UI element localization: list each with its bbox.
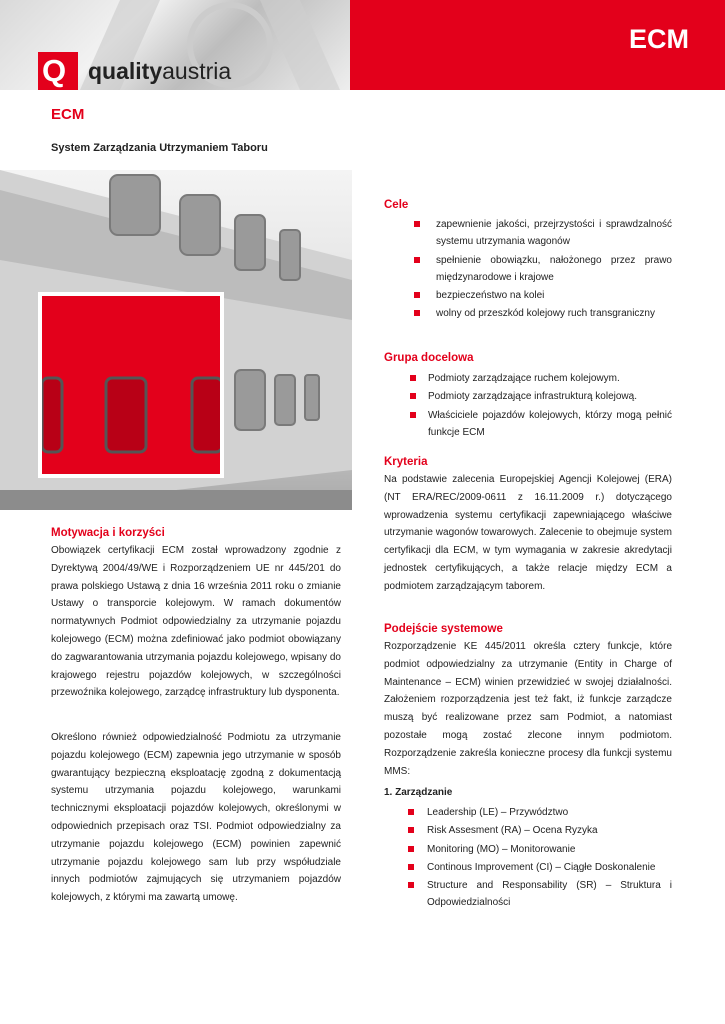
red-accent-square [42,296,220,474]
bullet-icon [414,221,420,227]
list-item [414,287,672,304]
list-item [408,804,672,821]
motywacja-paragraph-2: Określono również odpowiedzialność Podmiotu za utrzymanie pojazdu kolejowego (ECM) zapewnia jego utrzymanie w sposób gwarantujący bezpieczną eksploatację zgodną z dokumentacją systemu utrzymania pojazdu kolejowego, warunkami technicznymi eksploatacji pojazdów kolejowych, określonymi w odpowiednich przepisach oraz TSI. Podmiot odpowiedzialny za utrzymanie pojazdu kolejowego (ECM) powinien zapewnić utrzymanie pojazdu kolejowego sam lub przy współudziale innych podmiotów zajmujących się utrzymaniem pojazdów kolejowych, z którymi ma zawartą umowę. [51,732,341,904]
list-item-text: Continous Improvement (CI) – Ciągłe Doskonalenie [427,861,656,873]
bullet-icon [408,827,414,833]
subheading-zarzadzanie: 1. Zarządzanie [384,787,453,798]
bullet-icon [414,257,420,263]
section-heading-grupa: Grupa docelowa [384,352,474,364]
logo-wordmark [88,58,231,85]
podejscie-paragraph: Rozporządzenie KE 445/2011 określa cztery funkcje, które podmiot odpowiedzialny za utrzymanie (Entity in Charge of Maintenance – ECM) winien przewidzieć w swojej działalności. Założeniem rozporządzenia jest też fakt, iż funkcje zarządcze muszą być realizowane przez sam Podmiot, a natomiast pozostałe mogą zostać zlecone innym podmiotom. Rozporządzenie zakreśla konieczne procesy dla funkcji systemu MMS: [384,641,672,777]
list-item [414,305,672,322]
kryteria-paragraph: Na podstawie zalecenia Europejskiej Agencji Kolejowej (ERA) (NT ERA/REC/2009-0611 z 16.11.2009 r.) dotyczącego wprowadzenia systemu certyfikacji zapewniającego właściwe utrzymanie wagonów towarowych. Zalecenie to obejmuje system certyfikacji dla ECM, w tym wymagania w zakresie akredytacji jednostek certyfikujących, a także relacje między ECM a podmiotem zarządzającym taborem. [384,474,672,592]
bullet-icon [410,375,416,381]
page-title: ECM [51,106,85,123]
list-item [408,822,672,839]
page-subtitle: System Zarządzania Utrzymaniem Taboru [51,142,268,154]
list-item-text: zapewnienie jakości, przejrzystości i sprawdzalność systemu utrzymania wagonów [436,219,672,248]
list-item-text: Leadership (LE) – Przywództwo [427,807,569,818]
motywacja-paragraph-1: Obowiązek certyfikacji ECM został wprowadzony zgodnie z Dyrektywą 2004/49/WE i Rozporządzeniem UE nr 445/201 do prawa polskiego Ustawą z dnia 16 września 2011 roku o zmianie Ustawy o transporcie kolejowym. W ramach dokumentów normatywnych Podmiot odpowiedzialny za utrzymanie pojazdu kolejowego (ECM) można zdefiniować jako podmiot obowiązany do zagwarantowania utrzymania pojazdu kolejowego, wpisany do krajowego rejestru pojazdów kolejowych, w szczególności przewoźnika kolejowego, zarządcę infrastruktury lub dysponenta. [51,545,341,699]
grupa-list [410,370,672,442]
logo-letter: Q [42,53,67,88]
bullet-icon [408,882,414,888]
logo-wordmark-regular: austria [162,58,232,84]
train-photo [0,170,352,510]
list-item [408,841,672,858]
bullet-icon [410,393,416,399]
train-window-graphic [42,296,220,474]
logo-wordmark-bold: quality [88,58,163,84]
header-title: ECM [629,24,689,54]
bullet-icon [408,846,414,852]
header-banner [350,0,725,90]
section-heading-podejscie: Podejście systemowe [384,623,503,635]
logo-mark [38,52,78,90]
list-item-text: Monitoring (MO) – Monitorowanie [427,843,576,855]
list-item [410,388,672,405]
list-item [408,877,672,912]
bullet-icon [414,292,420,298]
list-item-text: Właściciele pojazdów kolejowych, którzy mogą pełnić funkcje ECM [428,409,672,438]
list-item-text: Structure and Responsability (SR) – Struktura i Odpowiedzialności [427,880,672,909]
list-item-text: Podmioty zarządzające infrastrukturą kolejową. [428,391,637,403]
bullet-icon [410,412,416,418]
section-heading-cele: Cele [384,199,409,211]
list-item-text: Podmioty zarządzające ruchem kolejowym. [428,373,620,384]
list-item [410,370,672,387]
cele-list [414,216,672,324]
list-item [414,216,672,251]
list-item-text: Risk Assesment (RA) – Ocena Ryzyka [427,825,598,837]
list-item [414,252,672,287]
list-item [410,407,672,442]
bullet-icon [408,864,414,870]
section-heading-kryteria: Kryteria [384,456,428,468]
zarzadzanie-list [408,804,672,913]
bullet-icon [408,809,414,815]
list-item-text: wolny od przeszkód kolejowy ruch transgraniczny [436,308,655,320]
bullet-icon [414,310,420,316]
list-item-text: spełnienie obowiązku, nałożonego przez prawo międzynarodowe i krajowe [436,254,672,283]
section-heading-motywacja: Motywacja i korzyści [51,527,165,539]
list-item [408,859,672,876]
list-item-text: bezpieczeństwo na kolei [436,290,545,302]
